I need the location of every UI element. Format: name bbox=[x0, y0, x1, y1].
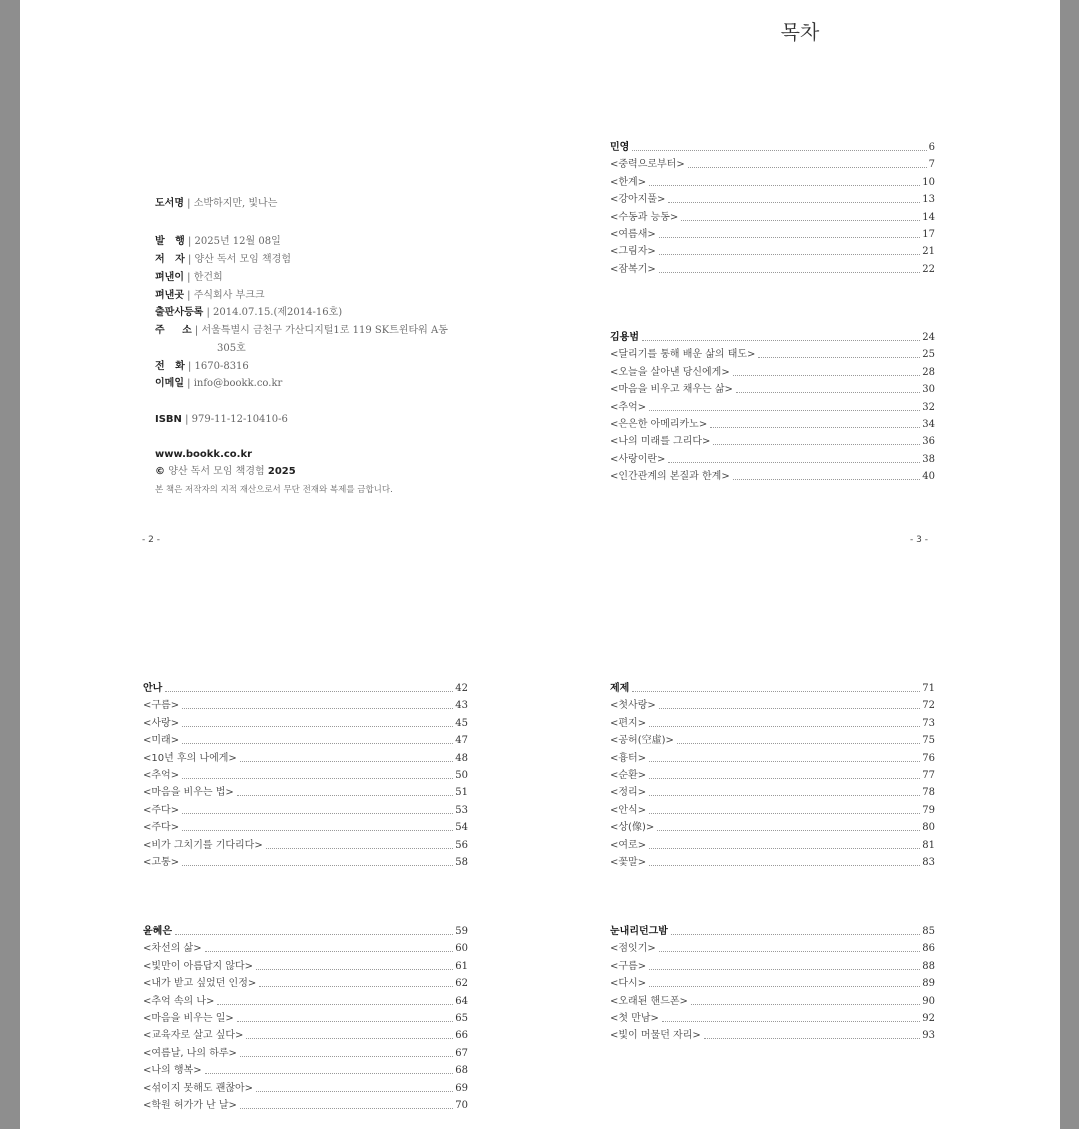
colophon-row bbox=[155, 289, 265, 303]
toc-item[interactable] bbox=[610, 401, 935, 415]
toc-entry-title: <교육자로 살고 싶다> bbox=[143, 1030, 244, 1042]
toc-page-number: 38 bbox=[922, 453, 935, 465]
toc-page-number: 76 bbox=[922, 752, 935, 764]
toc-item[interactable] bbox=[610, 470, 935, 484]
colophon-row bbox=[155, 377, 282, 391]
dot-leader bbox=[266, 848, 454, 849]
dot-leader bbox=[246, 1038, 453, 1039]
toc-page-number: 14 bbox=[922, 211, 935, 223]
toc-page-number: 59 bbox=[455, 926, 468, 937]
toc-entry-title: <고통> bbox=[143, 857, 180, 868]
dot-leader bbox=[649, 726, 920, 727]
toc-title: 목차 bbox=[780, 20, 820, 44]
toc-item[interactable] bbox=[610, 786, 935, 800]
toc-entry-title: <첫 만남> bbox=[610, 1013, 659, 1024]
toc-entry-title: <미래> bbox=[143, 735, 180, 747]
toc-entry-title: <흉터> bbox=[610, 752, 647, 764]
toc-item[interactable] bbox=[143, 734, 468, 748]
toc-author-entry[interactable] bbox=[610, 925, 935, 939]
isbn-row bbox=[155, 413, 288, 427]
toc-page-number: 28 bbox=[922, 366, 935, 378]
dot-leader bbox=[165, 691, 453, 692]
colophon-label: 주 소 bbox=[155, 325, 192, 336]
copyright-notice: 본 책은 저작자의 지적 재산으로서 무단 전재와 복제를 금합니다. bbox=[155, 485, 393, 495]
toc-item[interactable] bbox=[610, 856, 935, 870]
dot-leader bbox=[733, 479, 921, 480]
toc-item[interactable] bbox=[610, 1012, 935, 1026]
dot-leader bbox=[659, 272, 921, 273]
dot-leader bbox=[182, 813, 453, 814]
book-title-row bbox=[155, 197, 277, 211]
toc-item[interactable] bbox=[143, 942, 468, 956]
dot-leader bbox=[668, 462, 920, 463]
toc-page-number: 92 bbox=[922, 1013, 935, 1024]
toc-item[interactable] bbox=[143, 1029, 468, 1043]
dot-leader bbox=[649, 848, 920, 849]
dot-leader bbox=[659, 237, 921, 238]
toc-entry-title: <마음을 비우고 채우는 삶> bbox=[610, 384, 733, 396]
toc-page-number: 83 bbox=[922, 857, 935, 868]
toc-entry-title: <상(像)> bbox=[610, 822, 655, 834]
toc-entry-title: <인간관계의 본질과 한계> bbox=[610, 471, 730, 483]
isbn-label: ISBN bbox=[155, 414, 182, 425]
toc-entry-title: <나의 미래를 그리다> bbox=[610, 436, 711, 448]
toc-item[interactable] bbox=[610, 158, 935, 172]
toc-entry-title: <나의 행복> bbox=[143, 1065, 202, 1077]
toc-item[interactable] bbox=[610, 995, 935, 1009]
toc-item[interactable] bbox=[610, 839, 935, 853]
toc-item[interactable] bbox=[610, 977, 935, 991]
dot-leader bbox=[659, 254, 921, 255]
colophon-row bbox=[155, 253, 291, 267]
toc-item[interactable] bbox=[610, 453, 935, 467]
toc-page-number: 17 bbox=[922, 229, 935, 240]
dot-leader bbox=[649, 778, 920, 779]
toc-page-number: 48 bbox=[455, 752, 468, 764]
toc-entry-title: <추억> bbox=[143, 770, 180, 781]
toc-item[interactable] bbox=[610, 699, 935, 713]
toc-page-number: 71 bbox=[922, 683, 935, 694]
toc-entry-title: <꽃말> bbox=[610, 857, 647, 868]
toc-page-number: 34 bbox=[922, 419, 935, 430]
colophon-row bbox=[155, 324, 448, 338]
colophon-row bbox=[217, 342, 246, 356]
dot-leader bbox=[649, 969, 920, 970]
toc-item[interactable] bbox=[143, 804, 468, 818]
toc-item[interactable] bbox=[610, 1029, 935, 1043]
toc-page-number: 58 bbox=[455, 857, 468, 868]
toc-item[interactable] bbox=[610, 435, 935, 449]
toc-entry-title: 김용범 bbox=[610, 332, 639, 343]
toc-entry-title: <순환> bbox=[610, 770, 647, 781]
dot-leader bbox=[649, 761, 920, 762]
toc-page-number: 72 bbox=[922, 700, 935, 712]
book-title-label: 도서명 bbox=[155, 198, 184, 209]
dot-leader bbox=[649, 795, 920, 796]
toc-entry-title: <편지> bbox=[610, 717, 647, 729]
toc-page-number: 32 bbox=[922, 401, 935, 413]
toc-item[interactable] bbox=[610, 960, 935, 974]
dot-leader bbox=[182, 726, 453, 727]
toc-entry-title: <주다> bbox=[143, 822, 180, 834]
toc-item[interactable] bbox=[143, 752, 468, 766]
dot-leader bbox=[758, 357, 920, 358]
colophon-value: | info@bookk.co.kr bbox=[187, 378, 283, 389]
dot-leader bbox=[240, 1108, 453, 1109]
toc-item[interactable] bbox=[143, 1012, 468, 1026]
toc-item[interactable] bbox=[143, 1064, 468, 1078]
toc-item[interactable] bbox=[610, 366, 935, 380]
toc-page-number: 10 bbox=[922, 176, 935, 188]
dot-leader bbox=[677, 743, 920, 744]
toc-item[interactable] bbox=[610, 821, 935, 835]
toc-page-number: 68 bbox=[455, 1065, 468, 1077]
dot-leader bbox=[205, 1073, 454, 1074]
toc-item[interactable] bbox=[143, 1099, 468, 1113]
toc-item[interactable] bbox=[610, 348, 935, 362]
colophon-label: 발 행 bbox=[155, 236, 185, 247]
toc-page-number: 85 bbox=[922, 926, 935, 937]
toc-entry-title: <정리> bbox=[610, 787, 647, 799]
toc-page-number: 77 bbox=[922, 770, 935, 781]
toc-page-number: 53 bbox=[455, 804, 468, 816]
toc-author-entry[interactable] bbox=[610, 682, 935, 696]
toc-entry-title: <여름새> bbox=[610, 229, 656, 240]
toc-entry-title: <달리기를 통해 배운 삶의 태도> bbox=[610, 349, 756, 361]
toc-page-number: 80 bbox=[922, 822, 935, 834]
dot-leader bbox=[704, 1038, 921, 1039]
toc-page-number: 69 bbox=[455, 1082, 468, 1094]
toc-page-number: 90 bbox=[922, 995, 935, 1007]
document-page bbox=[20, 0, 1060, 1129]
toc-entry-title: <여로> bbox=[610, 839, 647, 851]
dot-leader bbox=[671, 934, 920, 935]
colophon-value: | 주식회사 부크크 bbox=[187, 290, 265, 301]
dot-leader bbox=[240, 761, 453, 762]
colophon-row bbox=[155, 235, 281, 249]
toc-entry-title: <오래된 핸드폰> bbox=[610, 995, 688, 1007]
toc-entry-title: <빛이 머물던 자리> bbox=[610, 1030, 701, 1042]
colophon-value: | 양산 독서 모임 책경험 bbox=[187, 254, 291, 265]
toc-item[interactable] bbox=[610, 245, 935, 259]
toc-author-entry[interactable] bbox=[143, 682, 468, 696]
toc-entry-title: <학원 허가가 난 날> bbox=[143, 1100, 237, 1111]
colophon-label: 전 화 bbox=[155, 361, 185, 372]
dot-leader bbox=[688, 167, 927, 168]
toc-entry-title: 눈내리던그밤 bbox=[610, 926, 668, 937]
toc-entry-title: <그림자> bbox=[610, 246, 656, 258]
toc-entry-title: <빛만이 아름답지 않다> bbox=[143, 960, 254, 972]
toc-entry-title: <비가 그치기를 기다리다> bbox=[143, 839, 263, 851]
dot-leader bbox=[649, 813, 920, 814]
toc-page-number: 24 bbox=[922, 332, 935, 343]
toc-entry-title: 민영 bbox=[610, 142, 630, 153]
toc-page-number: 42 bbox=[455, 683, 468, 694]
toc-item[interactable] bbox=[143, 1082, 468, 1096]
toc-item[interactable] bbox=[610, 383, 935, 397]
toc-entry-title: <여름날, 나의 하루> bbox=[143, 1047, 237, 1059]
toc-page-number: 70 bbox=[455, 1100, 468, 1111]
page-number-left: - 2 - bbox=[142, 535, 160, 545]
toc-entry-title: <다시> bbox=[610, 978, 647, 990]
toc-entry-title: <추억 속의 나> bbox=[143, 995, 215, 1007]
toc-entry-title: <차선의 삶> bbox=[143, 943, 202, 955]
toc-entry-title: 안나 bbox=[143, 683, 163, 694]
toc-entry-title: <내가 받고 싶었던 인정> bbox=[143, 978, 257, 990]
toc-item[interactable] bbox=[610, 193, 935, 207]
toc-entry-title: <수동과 능동> bbox=[610, 211, 679, 223]
dot-leader bbox=[182, 865, 453, 866]
toc-page-number: 7 bbox=[928, 159, 935, 171]
copyright-year: 2025 bbox=[267, 466, 296, 477]
dot-leader bbox=[681, 220, 920, 221]
copyright-symbol: © bbox=[155, 466, 165, 477]
toc-item[interactable] bbox=[610, 211, 935, 225]
toc-entry-title: <강아지풀> bbox=[610, 194, 666, 206]
colophon-row bbox=[155, 271, 223, 285]
isbn-value: | 979-11-12-10410-6 bbox=[185, 414, 288, 425]
toc-item[interactable] bbox=[143, 839, 468, 853]
toc-page-number: 61 bbox=[455, 960, 468, 972]
toc-item[interactable] bbox=[610, 418, 935, 432]
toc-entry-title: <한계> bbox=[610, 176, 647, 188]
colophon-row bbox=[155, 360, 249, 374]
dot-leader bbox=[182, 743, 453, 744]
toc-page-number: 86 bbox=[922, 943, 935, 955]
colophon-value: | 서울특별시 금천구 가산디지털1로 119 SK트윈타워 A동 bbox=[194, 325, 448, 336]
dot-leader bbox=[175, 934, 453, 935]
toc-item[interactable] bbox=[610, 176, 935, 190]
toc-page-number: 47 bbox=[455, 735, 468, 747]
toc-page-number: 50 bbox=[455, 770, 468, 781]
dot-leader bbox=[649, 865, 920, 866]
toc-page-number: 43 bbox=[455, 700, 468, 712]
dot-leader bbox=[642, 340, 920, 341]
toc-page-number: 93 bbox=[922, 1030, 935, 1042]
toc-entry-title: <10년 후의 나에게> bbox=[143, 752, 237, 764]
toc-page-number: 56 bbox=[455, 839, 468, 851]
dot-leader bbox=[217, 1004, 453, 1005]
toc-item[interactable] bbox=[610, 752, 935, 766]
colophon-label: 출판사등록 bbox=[155, 307, 204, 318]
copyright-row bbox=[155, 465, 296, 479]
colophon-value: 305호 bbox=[217, 343, 246, 354]
toc-entry-title: <섞이지 못해도 괜찮아> bbox=[143, 1082, 254, 1094]
toc-entry-title: 윤혜은 bbox=[143, 926, 172, 937]
toc-entry-title: <주다> bbox=[143, 804, 180, 816]
dot-leader bbox=[710, 427, 920, 428]
toc-page-number: 22 bbox=[922, 263, 935, 275]
toc-entry-title: <사랑이란> bbox=[610, 453, 666, 465]
toc-page-number: 64 bbox=[455, 995, 468, 1007]
dot-leader bbox=[691, 1004, 920, 1005]
colophon-value: | 한건희 bbox=[187, 272, 223, 283]
dot-leader bbox=[662, 1021, 920, 1022]
toc-page-number: 89 bbox=[922, 978, 935, 990]
toc-item[interactable] bbox=[143, 769, 468, 783]
dot-leader bbox=[632, 691, 920, 692]
toc-item[interactable] bbox=[610, 717, 935, 731]
toc-author-entry[interactable] bbox=[610, 331, 935, 345]
toc-entry-title: <은은한 아메리카노> bbox=[610, 419, 708, 430]
dot-leader bbox=[713, 444, 920, 445]
dot-leader bbox=[182, 778, 453, 779]
toc-entry-title: <공허(空虛)> bbox=[610, 735, 674, 747]
toc-item[interactable] bbox=[143, 977, 468, 991]
toc-page-number: 45 bbox=[455, 717, 468, 729]
toc-item[interactable] bbox=[610, 942, 935, 956]
copyright-holder: 양산 독서 모임 책경험 bbox=[168, 466, 265, 477]
colophon-label: 저 자 bbox=[155, 254, 185, 265]
toc-item[interactable] bbox=[143, 786, 468, 800]
page-number-right: - 3 - bbox=[910, 535, 928, 545]
toc-page-number: 75 bbox=[922, 735, 935, 747]
toc-item[interactable] bbox=[143, 1047, 468, 1061]
website: www.bookk.co.kr bbox=[155, 449, 253, 460]
dot-leader bbox=[259, 986, 453, 987]
toc-entry-title: <사랑> bbox=[143, 717, 180, 729]
toc-entry-title: <점잇기> bbox=[610, 943, 656, 955]
dot-leader bbox=[659, 951, 921, 952]
dot-leader bbox=[668, 202, 920, 203]
toc-page-number: 78 bbox=[922, 787, 935, 799]
dot-leader bbox=[659, 708, 921, 709]
toc-item[interactable] bbox=[143, 699, 468, 713]
toc-entry-title: <중력으로부터> bbox=[610, 159, 685, 171]
toc-item[interactable] bbox=[610, 263, 935, 277]
toc-entry-title: 제제 bbox=[610, 683, 630, 694]
toc-item[interactable] bbox=[143, 717, 468, 731]
toc-entry-title: <마음을 비우는 법> bbox=[143, 787, 234, 799]
toc-page-number: 60 bbox=[455, 943, 468, 955]
book-title-value: | 소박하지만, 빛나는 bbox=[187, 198, 278, 209]
toc-page-number: 67 bbox=[455, 1047, 468, 1059]
toc-page-number: 62 bbox=[455, 978, 468, 990]
dot-leader bbox=[237, 795, 454, 796]
toc-page-number: 21 bbox=[922, 246, 935, 258]
toc-page-number: 79 bbox=[922, 804, 935, 816]
toc-item[interactable] bbox=[610, 228, 935, 242]
toc-entry-title: <잠복기> bbox=[610, 263, 656, 275]
toc-item[interactable] bbox=[143, 960, 468, 974]
dot-leader bbox=[632, 150, 926, 151]
toc-page-number: 65 bbox=[455, 1013, 468, 1024]
colophon-label: 펴낸곳 bbox=[155, 290, 184, 301]
toc-page-number: 40 bbox=[922, 471, 935, 483]
dot-leader bbox=[182, 708, 453, 709]
dot-leader bbox=[736, 392, 920, 393]
colophon-value: | 2025년 12월 08일 bbox=[187, 236, 281, 247]
toc-page-number: 36 bbox=[922, 436, 935, 448]
toc-author-entry[interactable] bbox=[143, 925, 468, 939]
dot-leader bbox=[649, 410, 920, 411]
toc-page-number: 54 bbox=[455, 822, 468, 834]
toc-item[interactable] bbox=[610, 734, 935, 748]
toc-page-number: 25 bbox=[922, 349, 935, 361]
toc-entry-title: <추억> bbox=[610, 401, 647, 413]
dot-leader bbox=[649, 185, 920, 186]
toc-page-number: 30 bbox=[922, 384, 935, 396]
colophon-label: 이메일 bbox=[155, 378, 184, 389]
dot-leader bbox=[256, 969, 453, 970]
toc-page-number: 73 bbox=[922, 717, 935, 729]
toc-entry-title: <안식> bbox=[610, 804, 647, 816]
toc-entry-title: <구름> bbox=[143, 700, 180, 712]
colophon-value: | 2014.07.15.(제2014-16호) bbox=[206, 307, 343, 318]
dot-leader bbox=[649, 986, 920, 987]
toc-item[interactable] bbox=[143, 821, 468, 835]
dot-leader bbox=[733, 375, 921, 376]
toc-entry-title: <마음을 비우는 일> bbox=[143, 1013, 234, 1024]
toc-entry-title: <구름> bbox=[610, 960, 647, 972]
toc-page-number: 81 bbox=[922, 839, 935, 851]
toc-page-number: 13 bbox=[922, 194, 935, 206]
dot-leader bbox=[657, 830, 920, 831]
toc-item[interactable] bbox=[143, 856, 468, 870]
dot-leader bbox=[205, 951, 454, 952]
dot-leader bbox=[182, 830, 453, 831]
dot-leader bbox=[256, 1091, 453, 1092]
dot-leader bbox=[240, 1056, 453, 1057]
toc-item[interactable] bbox=[143, 995, 468, 1009]
toc-entry-title: <오늘을 살아낸 당신에게> bbox=[610, 366, 730, 378]
toc-item[interactable] bbox=[610, 769, 935, 783]
toc-author-entry[interactable] bbox=[610, 141, 935, 155]
toc-page-number: 51 bbox=[455, 787, 468, 799]
colophon-value: | 1670-8316 bbox=[187, 361, 249, 372]
toc-page-number: 88 bbox=[922, 960, 935, 972]
toc-entry-title: <첫사랑> bbox=[610, 700, 656, 712]
colophon-row bbox=[155, 306, 342, 320]
colophon-label: 펴낸이 bbox=[155, 272, 184, 283]
dot-leader bbox=[237, 1021, 454, 1022]
toc-page-number: 6 bbox=[928, 142, 935, 153]
toc-page-number: 66 bbox=[455, 1030, 468, 1042]
toc-item[interactable] bbox=[610, 804, 935, 818]
